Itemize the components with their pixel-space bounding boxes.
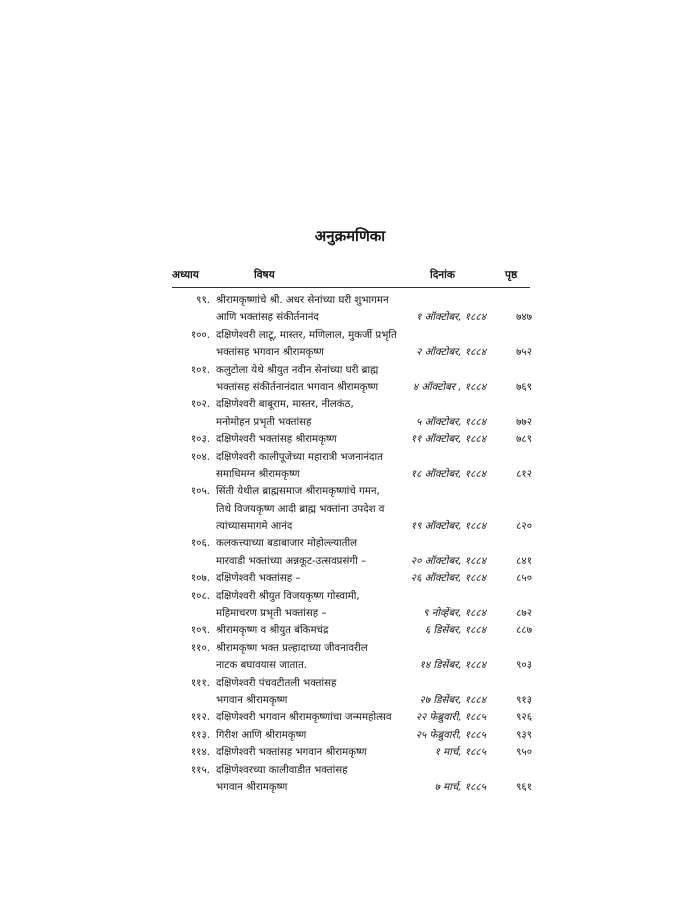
header-subject: विषय [254,269,275,281]
subject-text: समाधिमग्न श्रीरामकृष्ण [216,468,300,480]
header-page: पृष्ठ [505,269,518,281]
page-number: ८४१ [516,555,532,567]
toc-entry[interactable] [0,622,700,639]
entry-date: २६ ऑक्टोबर, १८८४ [410,573,486,585]
toc-entry-line [0,466,700,483]
subject-text: मनोमोहन प्रभृती भक्तांसह [216,416,312,428]
entry-date: ५ ऑक्टोबर, १८८४ [416,416,486,428]
subject-text: आणि भक्तांसह संकीर्तनानंद [216,312,319,324]
toc-entry[interactable] [0,762,700,797]
subject-text: दक्षिणेश्वरी भक्तांसह – [216,573,301,585]
toc-entry-line [0,535,700,552]
header-date: दिनांक [430,269,455,281]
table-of-contents [0,292,700,796]
chapter-number: ११४. [190,747,210,759]
toc-entry-line [0,483,700,500]
entry-date: १९ ऑक्टोबर, १८८४ [410,521,486,533]
subject-text: महिमाचरण प्रभृती भक्तांसह – [216,608,327,620]
subject-text: दक्षिणेश्वरी कालीपूजेच्या महारात्री भजनानंदात [216,451,383,463]
page-number: ८५० [516,573,532,585]
subject-text: दक्षिणेश्वरी लाटू, मास्तर, मणिलाल, मुकर्जी प्रभृति [216,329,397,341]
toc-entry-line [0,779,700,796]
subject-text: भक्तांसह भगवान श्रीरामकृष्ण [216,347,324,359]
chapter-number: १११. [190,677,210,689]
page-number: ७७२ [516,416,532,428]
subject-text: श्रीरामकृष्ण व श्रीयुत बंकिमचंद्र [216,625,329,637]
toc-entry[interactable] [0,449,700,484]
page-number: ८७२ [516,608,532,620]
entry-date: २५ फेब्रुवारी, १८८५ [415,729,486,741]
toc-entry[interactable] [0,588,700,623]
entry-date: ११ ऑक्टोबर, १८८४ [410,434,486,446]
chapter-number: १०४. [190,451,210,463]
chapter-number: ११५. [190,764,210,776]
subject-text: कलकत्त्याच्या बडाबाजार मोहोल्ल्यातील [216,538,357,550]
entry-date: २२ फेब्रुवारी, १८८५ [415,712,486,724]
toc-entry-line [0,327,700,344]
toc-entry-line [0,431,700,448]
toc-entry-line [0,344,700,361]
subject-text: मारवाडी भक्तांच्या अन्नकूट-उत्सवप्रसंगी – [216,555,367,567]
toc-entry[interactable] [0,709,700,726]
page-number: ७८९ [516,434,532,446]
entry-date: २० ऑक्टोबर, १८८४ [410,555,486,567]
subject-text: नाटक बघावयास जातात. [216,660,307,672]
entry-date: १८ ऑक्टोबर, १८८४ [410,468,486,480]
toc-entry-line [0,570,700,587]
page-number: ७४७ [516,312,532,324]
chapter-number: ११३. [190,729,210,741]
page-number: ९३९ [516,729,532,741]
toc-entry[interactable] [0,675,700,710]
page-number: ८२० [516,521,532,533]
entry-date: १ मार्च, १८८५ [434,747,486,759]
page-number: ८८७ [516,625,532,637]
toc-entry-line [0,657,700,674]
subject-text: सिंती येथील ब्राह्मसमाज श्रीरामकृष्णांचे गमन, [216,486,380,498]
chapter-number: १०६. [190,538,210,550]
toc-entry[interactable] [0,727,700,744]
subject-text: दक्षिणेश्वरी भक्तांसह भगवान श्रीरामकृष्ण [216,747,367,759]
toc-entry-line [0,727,700,744]
chapter-number: ९९. [196,295,210,306]
toc-entry[interactable] [0,570,700,587]
subject-text: श्रीरामकृष्ण भक्त प्रल्हादाच्या जीवनावरील [216,642,368,654]
chapter-number: १००. [190,329,210,341]
page-number: ९६१ [516,781,532,793]
entry-date: २७ डिसेंबर, १८८४ [419,694,486,706]
toc-entry-line [0,675,700,692]
toc-entry-line [0,449,700,466]
page-title: अनुक्रमणिका [314,227,386,245]
toc-entry-line [0,414,700,431]
entry-date: १४ डिसेंबर, १८८४ [419,660,486,672]
toc-entry[interactable] [0,292,700,327]
toc-entry-line [0,501,700,518]
toc-entry[interactable] [0,362,700,397]
page-number: ९२६ [516,712,532,724]
subject-text: त्यांच्यासमागमे आनंद [216,521,293,533]
subject-text: दक्षिणेश्वरी भगवान श्रीरामकृष्णांचा जन्ममहोत्सव [216,712,392,724]
subject-text: गिरीश आणि श्रीरामकृष्ण [216,729,307,741]
subject-text: दक्षिणेश्वरच्या कालीवाडीत भक्तांसह [216,764,348,776]
entry-date: १ ऑक्टोबर, १८८४ [416,312,486,324]
toc-entry-line [0,518,700,535]
page-number: ९५० [516,747,532,759]
toc-entry[interactable] [0,535,700,570]
toc-entry-line [0,362,700,379]
entry-date: ७ मार्च, १८८५ [434,781,486,793]
subject-text: भक्तांसह संकीर्तनानंदात भगवान श्रीरामकृष्ण [216,381,379,393]
chapter-number: १०७. [190,573,210,585]
toc-entry[interactable] [0,483,700,535]
subject-text: भगवान श्रीरामकृष्ण [216,694,288,706]
toc-entry-line [0,709,700,726]
toc-entry[interactable] [0,327,700,362]
toc-entry-line [0,588,700,605]
toc-entry-line [0,379,700,396]
chapter-number: १०८. [190,590,210,602]
toc-entry-line [0,692,700,709]
chapter-number: १०५. [190,486,210,498]
toc-entry-line [0,744,700,761]
chapter-number: ११०. [190,642,210,654]
toc-entry-line [0,396,700,413]
entry-date: ४ ऑक्टोबर , १८८४ [412,381,486,393]
subject-text: दक्षिणेश्वरी भक्तांसह श्रीरामकृष्ण [216,434,337,446]
toc-entry-line [0,762,700,779]
toc-entry-line [0,292,700,309]
entry-date: २ ऑक्टोबर, १८८४ [416,347,486,359]
page-number: ७५२ [516,347,532,359]
toc-entry-line [0,605,700,622]
toc-entry-line [0,309,700,326]
page-number: ७६९ [516,381,532,393]
chapter-number: ११२. [190,712,210,724]
subject-text: तिथे विजयकृष्ण आदी ब्राह्म भक्तांना उपदेश व [216,503,385,515]
toc-entry[interactable] [0,431,700,448]
subject-text: दक्षिणेश्वरी श्रीयुत विजयकृष्ण गोस्वामी, [216,590,360,602]
toc-entry[interactable] [0,640,700,675]
page-number: ९१३ [516,694,532,706]
subject-text: भगवान श्रीरामकृष्ण [216,781,288,793]
entry-date: ६ डिसेंबर, १८८४ [424,625,486,637]
toc-entry[interactable] [0,396,700,431]
page-number: ८१२ [516,468,532,480]
subject-text: श्रीरामकृष्णांचे श्री. अधर सेनांच्या घरी शुभागमन [216,295,389,306]
chapter-number: १०१. [190,364,210,376]
chapter-number: १०९. [190,625,210,637]
header-chapter: अध्याय [172,269,199,281]
toc-entry-line [0,622,700,639]
subject-text: दक्षिणेश्वरी पंचवटीतली भक्तांसह [216,677,337,689]
chapter-number: १०२. [190,399,210,411]
subject-text: कलुटोला येथे श्रीयुत नवीन सेनांच्या घरी ब्राह्म [216,364,379,376]
toc-entry-line [0,640,700,657]
chapter-number: १०३. [190,434,210,446]
page-number: ९०३ [516,660,532,672]
subject-text: दक्षिणेश्वरी बाबूराम, मास्तर, नीलकंठ, [216,399,354,411]
header-divider [172,287,530,288]
toc-entry-line [0,553,700,570]
entry-date: ९ नोव्हेंबर, १८८४ [423,608,486,620]
toc-entry[interactable] [0,744,700,761]
